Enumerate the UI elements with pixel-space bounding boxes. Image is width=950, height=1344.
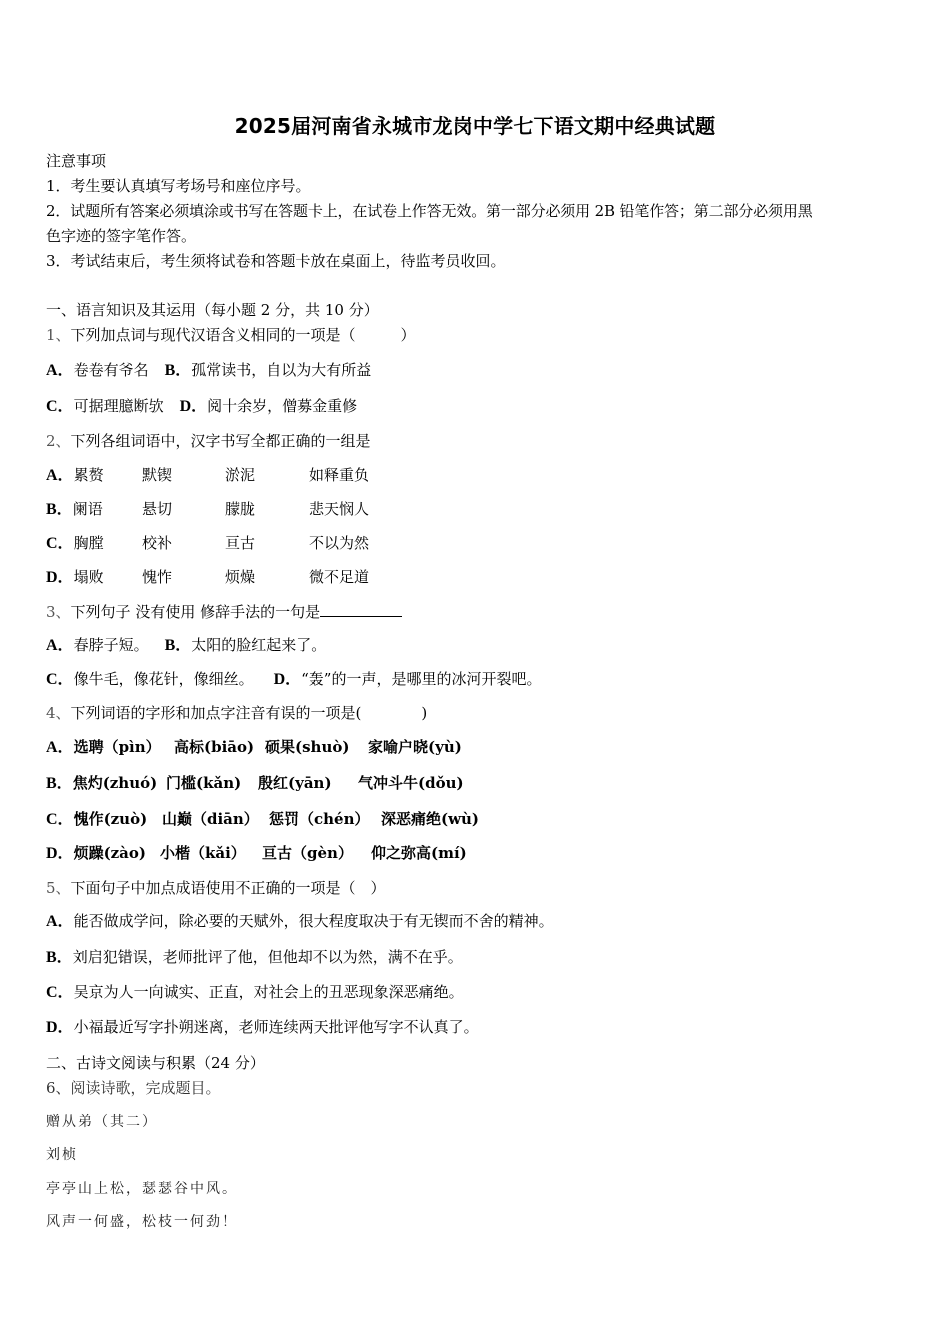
option-text: 卷卷有爷名 [73, 361, 149, 379]
question-3 [46, 600, 402, 623]
option-letter: B． [164, 362, 192, 379]
document-title: 2025届河南省永城市龙岗中学七下语文期中经典试题 [234, 114, 716, 138]
option-word: 塌败 [73, 568, 104, 586]
poem-title: 赠从弟（其二） [46, 1114, 158, 1130]
option-letter: A． [46, 362, 74, 379]
option-letter: A． [46, 637, 74, 654]
option-text: 阅十余岁，僧募金重修 [207, 397, 358, 415]
option-text: “轰”的一声，是哪里的冰河开裂吧。 [301, 670, 542, 688]
question-6 [46, 1077, 221, 1099]
option-text: 孤常读书，自以为大有所益 [191, 361, 372, 379]
option-letter: D． [46, 569, 74, 586]
option-item: 烦躁(zào) [73, 844, 146, 862]
q2-option-c [46, 532, 446, 554]
notice-item-3: 3．考试结束后，考生须将试卷和答题卡放在桌面上，待监考员收回。 [46, 252, 506, 270]
option-item: 小楷（kǎi） [160, 844, 246, 862]
option-letter: C． [46, 811, 74, 828]
notice-heading: 注意事项 [46, 152, 107, 170]
option-word: 亘古 [225, 534, 256, 552]
section2-heading: 二、古诗文阅读与积累（24 分） [46, 1054, 265, 1072]
option-item: 硕果(shuò) [265, 738, 350, 756]
option-text: 像牛毛，像花针，像细丝。 [73, 670, 254, 688]
answer-blank [320, 600, 402, 617]
option-item: 选聘（pìn） [73, 738, 161, 756]
option-word: 淤泥 [225, 466, 256, 484]
option-letter: A． [46, 913, 74, 930]
option-letter: D． [273, 671, 302, 688]
option-item: 山巅（diān） [162, 810, 259, 828]
section1-heading: 一、语言知识及其运用（每小题 2 分，共 10 分） [46, 301, 379, 319]
option-letter: B． [46, 775, 73, 792]
q1-options-ab [46, 359, 371, 382]
q5-option-c [46, 981, 464, 1004]
q5-option-b [46, 946, 463, 969]
option-text: 太阳的脸红起来了。 [191, 636, 327, 654]
option-letter: C． [46, 671, 74, 688]
option-letter: C． [46, 535, 74, 552]
option-item: 亘古（gèn） [262, 844, 353, 862]
question-number: 6、 [46, 1079, 71, 1097]
question-number: 3、 [46, 603, 71, 621]
question-number: 1、 [46, 326, 71, 344]
q4-option-b [46, 772, 506, 794]
question-4 [46, 702, 427, 724]
option-item: 仰之弥高(mí) [371, 844, 467, 862]
q2-option-a [46, 464, 446, 486]
option-letter: D． [46, 845, 74, 862]
poem-author: 刘桢 [46, 1147, 78, 1163]
option-word: 胸膛 [73, 534, 104, 552]
option-word: 悬切 [142, 500, 173, 518]
q3-options-ab [46, 634, 326, 657]
option-item: 门槛(kǎn) [166, 774, 242, 792]
q5-option-a [46, 910, 554, 933]
option-letter: D． [179, 398, 208, 415]
option-item: 深恶痛绝(wù) [381, 810, 480, 828]
option-text: 春脖子短。 [73, 636, 149, 654]
option-word: 阑语 [72, 500, 103, 518]
option-word: 微不足道 [309, 568, 370, 586]
option-text: 能否做成学问，除必要的天赋外，很大程度取决于有无锲而不舍的精神。 [73, 912, 554, 930]
q5-option-d [46, 1016, 479, 1039]
q4-option-c [46, 808, 506, 830]
option-letter: A． [46, 467, 74, 484]
poem-line-1: 亭亭山上松，瑟瑟谷中风。 [46, 1181, 238, 1197]
option-word: 校补 [142, 534, 173, 552]
option-text: 小福最近写字扑朔迷离，老师连续两天批评他写字不认真了。 [73, 1018, 479, 1036]
question-5 [46, 877, 386, 899]
option-letter: A． [46, 739, 74, 756]
option-item: 高标(biāo) [174, 738, 255, 756]
q1-options-cd [46, 395, 357, 418]
option-text: 可据理臆断欤 [73, 397, 164, 415]
option-word: 烦燥 [225, 568, 256, 586]
question-number: 4、 [46, 704, 71, 722]
option-word: 愧怍 [142, 568, 173, 586]
option-word: 如释重负 [309, 466, 370, 484]
question-stem: 下列词语的字形和加点字注音有误的一项是( ) [70, 704, 428, 722]
option-item: 惩罚（chén） [269, 810, 370, 828]
question-stem: 下面句子中加点成语使用不正确的一项是（ ） [70, 879, 386, 897]
question-stem: 下列加点词与现代汉语含义相同的一项是（ ） [70, 326, 416, 344]
question-2 [46, 430, 371, 452]
option-letter: D． [46, 1019, 74, 1036]
q4-option-d [46, 842, 506, 864]
option-word: 朦胧 [225, 500, 256, 518]
option-word: 默锲 [142, 466, 173, 484]
question-number: 5、 [46, 879, 71, 897]
option-letter: C． [46, 984, 74, 1001]
question-number: 2、 [46, 432, 71, 450]
option-item: 愧作(zuò) [73, 810, 148, 828]
q4-option-a [46, 736, 506, 758]
question-stem: 阅读诗歌，完成题目。 [70, 1079, 221, 1097]
q2-option-b [46, 498, 446, 520]
option-item: 殷红(yān) [258, 774, 332, 792]
notice-item-2-cont: 色字迹的签字笔作答。 [46, 227, 197, 245]
question-stem: 下列各组词语中，汉字书写全都正确的一组是 [70, 432, 371, 450]
option-letter: B． [164, 637, 192, 654]
notice-item-1: 1．考生要认真填写考场号和座位序号。 [46, 177, 311, 195]
option-letter: B． [46, 501, 73, 518]
option-word: 累赘 [73, 466, 104, 484]
option-letter: B． [46, 949, 73, 966]
q3-options-cd [46, 668, 541, 691]
option-item: 气冲斗牛(dǒu) [358, 774, 464, 792]
q2-option-d [46, 566, 446, 588]
option-word: 不以为然 [309, 534, 370, 552]
option-item: 焦灼(zhuó) [72, 774, 158, 792]
option-text: 刘启犯错误，老师批评了他，但他却不以为然，满不在乎。 [72, 948, 463, 966]
notice-item-2: 2．试题所有答案必须填涂或书写在答题卡上，在试卷上作答无效。第一部分必须用 2B 铅笔作答；第二部分必须用黑 [46, 202, 813, 220]
option-word: 悲天悯人 [309, 500, 370, 518]
option-letter: C． [46, 398, 74, 415]
question-stem: 下列句子 没有使用 修辞手法的一句是 [70, 603, 321, 621]
option-item: 家喻户晓(yù) [368, 738, 462, 756]
poem-line-2: 风声一何盛，松枝一何劲！ [46, 1214, 238, 1230]
question-1 [46, 324, 416, 346]
option-text: 吴京为人一向诚实、正直，对社会上的丑恶现象深恶痛绝。 [73, 983, 464, 1001]
